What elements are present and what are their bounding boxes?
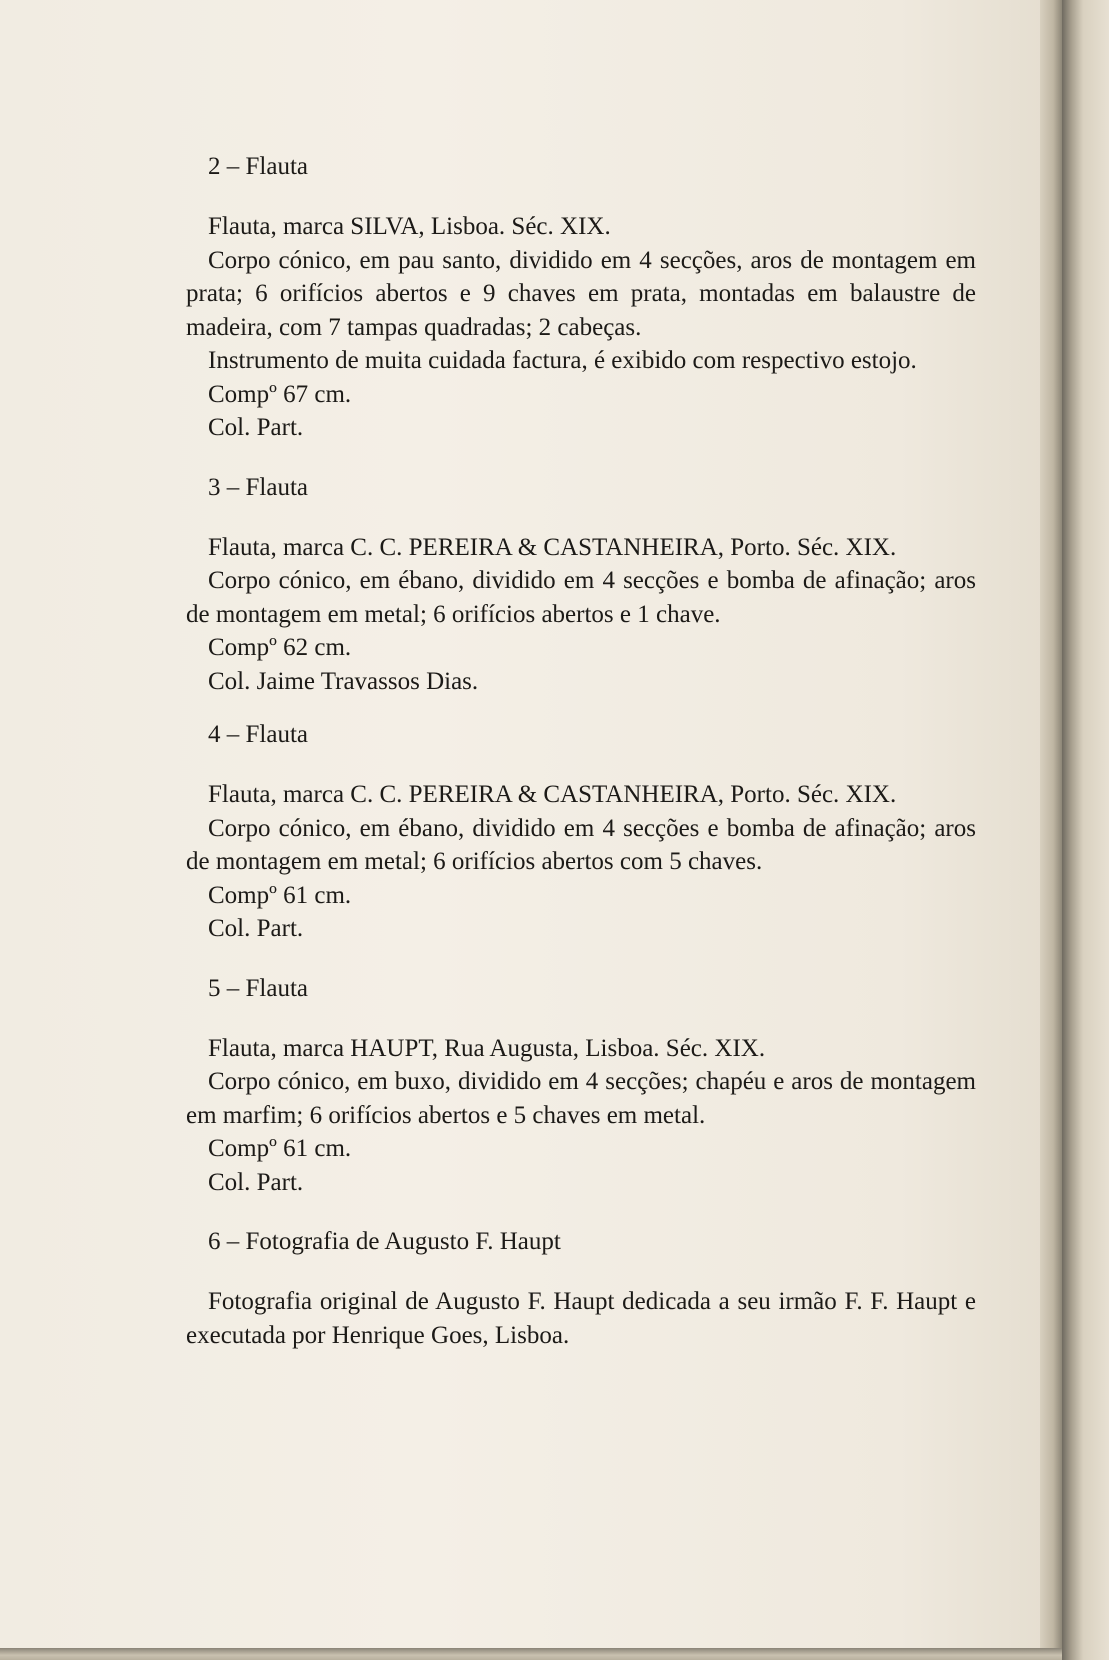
entry-description: Corpo cónico, em buxo, dividido em 4 secções; chapéu e aros de montagem em marfim; 6 orifícios abertos e 5 chaves em metal. [186,1068,976,1129]
catalog-entry [186,150,976,445]
entry-title: 4 – Flauta [208,721,308,748]
entry-title: 6 – Fotografia de Augusto F. Haupt [208,1228,561,1255]
entry-description: Corpo cónico, em pau santo, dividido em 4 secções, aros de montagem em prata; 6 orifícios abertos e 9 chaves em prata, montadas em balaustre de madeira, com 7 tampas quadradas; 2 cabeças. [186,246,976,341]
entry-collection: Col. Jaime Travassos Dias. [208,667,479,695]
catalog-entry [186,718,976,946]
catalog-entry [186,972,976,1200]
entry-title: 2 – Flauta [208,153,308,180]
catalog-content [186,150,976,1352]
entry-length: Compº 61 cm. [208,1135,352,1162]
entry-subtitle: Flauta, marca SILVA, Lisboa. Séc. XIX. [208,213,611,240]
back-page [1062,0,1109,1660]
catalog-entry [186,1225,976,1352]
entry-description: Fotografia original de Augusto F. Haupt dedicada a seu irmão F. F. Haupt e executada por Henrique Goes, Lisboa. [186,1288,976,1349]
catalog-entry [186,471,976,699]
entry-title: 5 – Flauta [208,974,308,1002]
page-bottom-edge [0,1648,1062,1660]
entry-title: 3 – Flauta [208,473,308,501]
entry-length: Compº 67 cm. [208,380,352,408]
entry-description: Corpo cónico, em ébano, dividido em 4 secções e bomba de afinação; aros de montagem em metal; 6 orifícios abertos e 1 chave. [186,567,976,628]
entry-length: Compº 61 cm. [208,881,352,909]
entry-subtitle: Flauta, marca C. C. PEREIRA & CASTANHEIRA, Porto. Séc. XIX. [208,533,897,561]
entry-description: Corpo cónico, em ébano, dividido em 4 secções e bomba de afinação; aros de montagem em metal; 6 orifícios abertos com 5 chaves. [186,814,976,875]
entry-subtitle: Flauta, marca C. C. PEREIRA & CASTANHEIRA, Porto. Séc. XIX. [208,781,897,808]
entry-note: Instrumento de muita cuidada factura, é exibido com respectivo estojo. [208,347,917,374]
entry-subtitle: Flauta, marca HAUPT, Rua Augusta, Lisboa. Séc. XIX. [208,1034,766,1062]
entry-collection: Col. Part. [208,915,304,942]
entry-length: Compº 62 cm. [208,634,352,661]
entry-collection: Col. Part. [208,414,304,441]
page-edge [1040,0,1062,1660]
entry-collection: Col. Part. [208,1168,304,1196]
